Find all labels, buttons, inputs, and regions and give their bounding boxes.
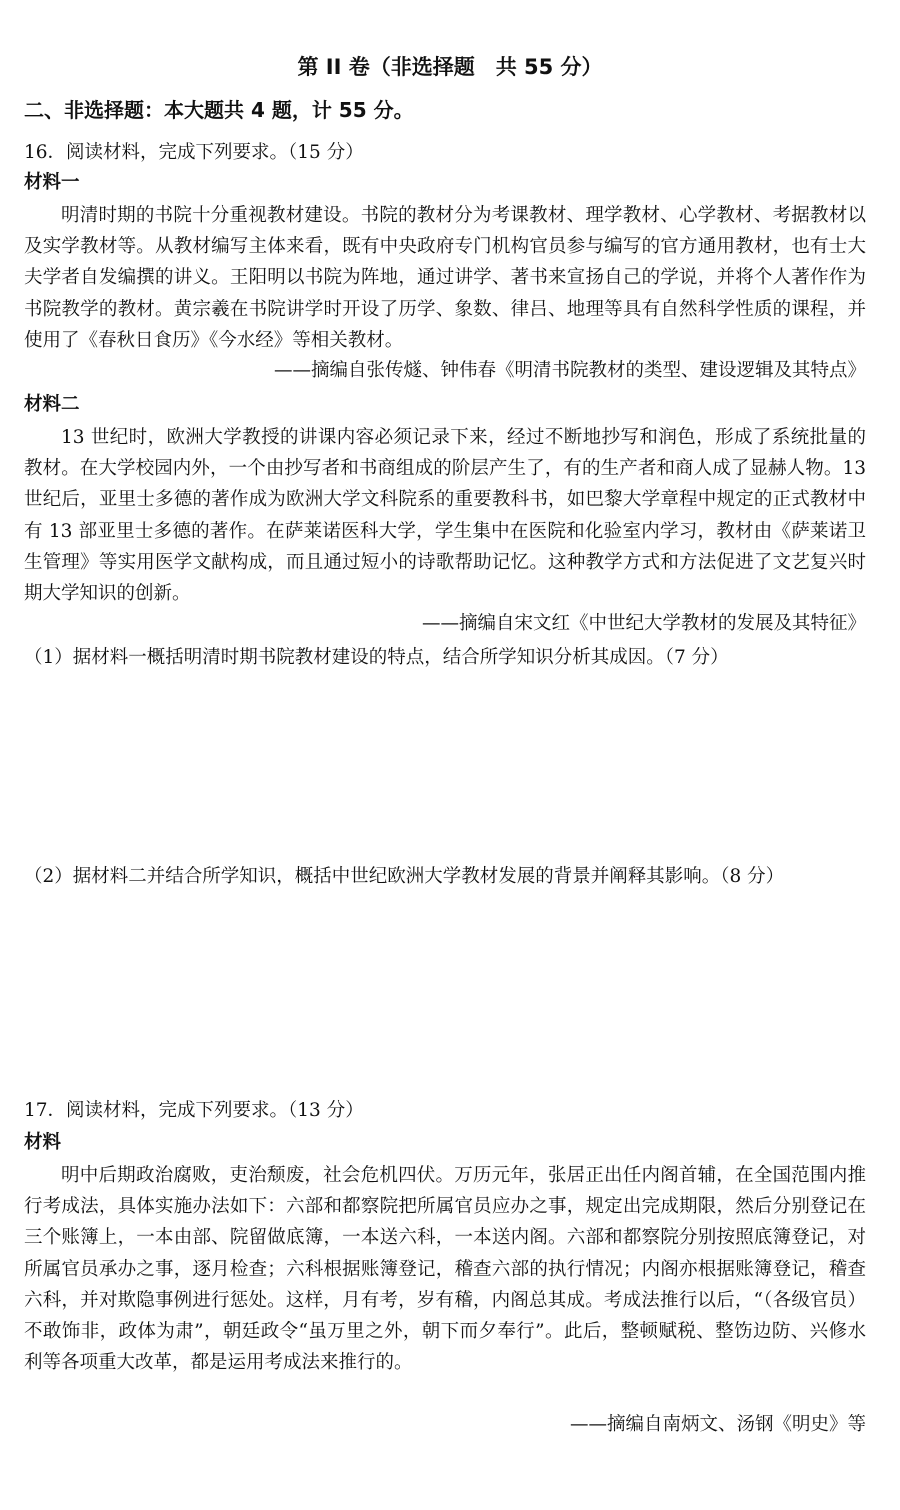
material-2-text: 13 世纪时，欧洲大学教授的讲课内容必须记录下来，经过不断地抄写和润色，形成了系统批量的教材。在大学校园内外，一个由抄写者和书商组成的阶层产生了，有的生产者和商人成了显赫人物。13 世纪后，亚里士多德的著作成为欧洲大学文科院系的重要教科书，如巴黎大学章程中规定的正式教材中有 13 部亚里士多德的著作。在萨莱诺医科大学，学生集中在医院和化验室内学习，教材由《萨莱诺卫生管理》等实用医学文献构成，而且通过短小的诗歌帮助记忆。这种教学方式和方法促进了文艺复兴时期大学知识的创新。	[24, 427, 866, 605]
material-1-source: ——摘编自张传燧、钟伟春《明清书院教材的类型、建设逻辑及其特点》	[273, 360, 866, 381]
material-text: 明中后期政治腐败，吏治颓废，社会危机四伏。万历元年，张居正出任内阁首辅，在全国范围内推行考成法，具体实施办法如下：六部和都察院把所属官员应办之事，规定出完成期限，然后分别登记在三个账簿上，一本由部、院留做底簿，一本送六科，一本送内阁。六部和都察院分别按照底簿登记，对所属官员承办之事，逐月检查；六科根据账簿登记，稽查六部的执行情况；内阁亦根据账簿登记，稽查六科，并对欺隐事例进行惩处。这样，月有考，岁有稽，内阁总其成。考成法推行以后，“（各级官员）不敢饰非，政体为肃”，朝廷政令“虽万里之外，朝下而夕奉行”。此后，整顿赋税、整饬边防、兴修水利等各项重大改革，都是运用考成法来推行的。	[24, 1165, 866, 1374]
question-17-prompt: 17．阅读材料，完成下列要求。（13 分）	[24, 1100, 364, 1121]
section-heading: 二、非选择题：本大题共 4 题，计 55 分。	[24, 98, 414, 122]
question-16-prompt: 16．阅读材料，完成下列要求。（15 分）	[24, 142, 364, 163]
material-1-text: 明清时期的书院十分重视教材建设。书院的教材分为考课教材、理学教材、心学教材、考据教材以及实学教材等。从教材编写主体来看，既有中央政府专门机构官员参与编写的官方通用教材，也有士大夫学者自发编撰的讲义。王阳明以书院为阵地，通过讲学、著书来宣扬自己的学说，并将个人著作作为书院教学的教材。黄宗羲在书院讲学时开设了历学、象数、律吕、地理等具有自然科学性质的课程，并使用了《春秋日食历》《今水经》等相关教材。	[24, 205, 866, 351]
material-label: 材料	[24, 1132, 62, 1153]
material-2-source: ——摘编自宋文红《中世纪大学教材的发展及其特征》	[421, 613, 866, 634]
material-source: ——摘编自南炳文、汤钢《明史》等	[569, 1414, 866, 1435]
part-title: 第 II 卷（非选择题 共 55 分）	[297, 55, 603, 79]
question-16-sub-2: （2）据材料二并结合所学知识，概括中世纪欧洲大学教材发展的背景并阐释其影响。（8 分）	[24, 866, 785, 887]
question-16-sub-1: （1）据材料一概括明清时期书院教材建设的特点，结合所学知识分析其成因。（7 分）	[24, 647, 729, 668]
material-1-label: 材料一	[24, 172, 80, 193]
material-2-label: 材料二	[24, 394, 80, 415]
